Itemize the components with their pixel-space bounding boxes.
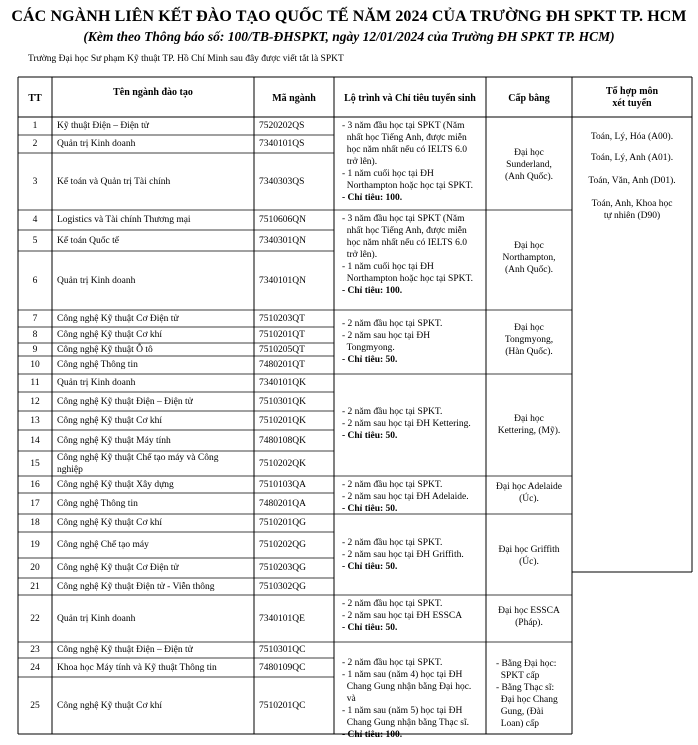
route-line: Tongmyong. [342, 343, 395, 353]
program-name: Công nghệ Kỹ thuật Cơ khí [57, 700, 163, 711]
route-line: Northampton hoặc học tại SPKT. [342, 274, 473, 284]
program-code: 7480108QK [259, 435, 306, 446]
program-name: Công nghệ Kỹ thuật Ô tô [57, 344, 153, 355]
subject-combination-line: Toán, Anh, Khoa học [591, 199, 673, 209]
route-line: và [342, 694, 356, 704]
row-number: 13 [30, 415, 40, 426]
program-name-line: nghiệp [57, 464, 83, 475]
degree-line: Đại học [514, 323, 544, 333]
row-number: 9 [32, 344, 38, 355]
degree-line: Gung, (Đài [496, 707, 544, 717]
route-description [342, 406, 471, 442]
header-program: Tên ngành đào tạo [113, 87, 193, 98]
route-line: Northampton hoặc học tại SPKT. [342, 181, 473, 191]
program-name: Khoa học Máy tính và Kỹ thuật Thông tin [57, 662, 217, 673]
degree-line: Đại học Chang [496, 695, 558, 705]
route-line: - Chỉ tiêu: 50. [342, 504, 398, 514]
route-description [342, 479, 469, 515]
route-description [342, 537, 464, 573]
row-number: 14 [30, 435, 40, 446]
route-line: - 2 năm sau học tại ĐH ESSCA [342, 611, 463, 621]
header-combo-line1: Tổ hợp môn [605, 86, 659, 97]
row-number: 20 [30, 563, 40, 573]
abbreviation-note: Trường Đại học Sư phạm Kỹ thuật TP. Hồ Chí Minh sau đây được viết tắt là SPKT [28, 54, 344, 64]
program-name-line: Công nghệ Kỹ thuật Chế tạo máy và Công [57, 452, 219, 463]
document-subtitle: (Kèm theo Thông báo số: 100/TB-ĐHSPKT, ngày 12/01/2024 của Trường ĐH SPKT TP. HCM) [83, 29, 615, 44]
program-code: 7340101QE [259, 613, 305, 624]
row-number: 23 [30, 645, 40, 655]
program-name: Công nghệ Kỹ thuật Điện tử - Viễn thông [57, 581, 215, 592]
route-line: Chang Gung nhận bằng Thạc sĩ. [342, 718, 469, 728]
route-line: - 2 năm đầu học tại SPKT. [342, 480, 443, 490]
subject-combination [572, 131, 692, 143]
program-name: Công nghệ Kỹ thuật Điện – Điện tử [57, 396, 193, 407]
row-number: 22 [30, 613, 40, 624]
degree-line: Kettering, (Mỹ). [497, 426, 561, 436]
route-line: - 2 năm đầu học tại SPKT. [342, 407, 443, 417]
route-line: - Chỉ tiêu: 100. [342, 193, 403, 203]
degree-issuer [486, 605, 572, 629]
route-line: - 1 năm sau (năm 4) học tại ĐH [342, 670, 463, 680]
subject-combination [572, 152, 692, 164]
row-number: 7 [32, 313, 38, 324]
row-number: 5 [32, 235, 38, 246]
program-name: Kế toán và Quản trị Tài chính [57, 176, 171, 187]
degree-line: (Úc). [519, 557, 539, 567]
program-code: 7510201QG [259, 518, 306, 528]
route-description [342, 213, 473, 297]
header-combo-line2: xét tuyển [612, 98, 652, 109]
row-number: 24 [30, 662, 40, 673]
route-line: - 2 năm đầu học tại SPKT. [342, 658, 443, 668]
route-line: - 1 năm cuối học tại ĐH [342, 262, 434, 272]
route-line: - 2 năm sau học tại ĐH [342, 331, 431, 341]
program-code: 7480201QT [259, 360, 305, 370]
program-code: 7510201QT [259, 330, 305, 340]
route-line: - 2 năm đầu học tại SPKT. [342, 599, 443, 609]
route-line: học năm nhất nếu có IELTS 6.0 [342, 238, 467, 248]
route-line: - 2 năm đầu học tại SPKT. [342, 538, 443, 548]
route-line: - 1 năm cuối học tại ĐH [342, 169, 434, 179]
route-line: - Chỉ tiêu: 100. [342, 286, 403, 296]
program-code: 7510201QC [259, 700, 306, 711]
program-name: Quản trị Kinh doanh [57, 139, 136, 149]
row-number: 3 [32, 176, 38, 187]
program-name: Công nghệ Thông tin [57, 498, 138, 509]
degree-line: - Bằng Thạc sĩ: [496, 683, 555, 693]
program-name: Công nghệ Kỹ thuật Cơ Điện tử [57, 563, 179, 573]
program-name: Quản trị Kinh doanh [57, 613, 136, 624]
subject-combination [572, 198, 692, 222]
document-title: CÁC NGÀNH LIÊN KẾT ĐÀO TẠO QUỐC TẾ NĂM 2024 CỦA TRƯỜNG ĐH SPKT TP. HCM [11, 8, 687, 25]
program-name: Công nghệ Chế tạo máy [57, 540, 149, 550]
route-line: - 2 năm đầu học tại SPKT. [342, 319, 443, 329]
program-code: 7480201QA [259, 498, 306, 509]
program-name: Kỹ thuật Điện – Điện tử [57, 121, 149, 131]
subject-combination-line: Toán, Văn, Anh (D01). [588, 176, 676, 186]
route-line: Chang Gung nhận bằng Đại học. [342, 682, 472, 692]
program-code: 7340303QS [259, 176, 305, 187]
program-code: 7510205QT [259, 344, 305, 355]
route-line: - 1 năm sau (năm 5) học tại ĐH [342, 706, 463, 716]
route-line: học năm nhất nếu có IELTS 6.0 [342, 145, 467, 155]
program-code: 7340301QN [259, 235, 306, 246]
degree-line: Đại học [514, 414, 544, 424]
route-line: - Chỉ tiêu: 50. [342, 355, 398, 365]
row-number: 10 [30, 360, 40, 370]
program-name: Công nghệ Kỹ thuật Điện – Điện tử [57, 645, 193, 655]
program-name: Công nghệ Kỹ thuật Cơ Điện tử [57, 313, 179, 324]
subject-combination-line: Toán, Lý, Hóa (A00). [590, 132, 674, 142]
degree-issuer [486, 544, 572, 568]
route-description [342, 598, 462, 634]
program-code: 7510202QK [259, 458, 306, 469]
degree-line: (Pháp). [515, 618, 543, 628]
subject-combination [572, 175, 692, 187]
row-number: 6 [32, 275, 38, 286]
program-code: 7510201QK [259, 415, 306, 426]
program-code: 7520202QS [259, 121, 305, 131]
header-route: Lộ trình và Chỉ tiêu tuyển sinh [344, 93, 476, 104]
degree-issuer [486, 481, 572, 505]
degree-line: Sunderland, [506, 160, 552, 170]
degree-line: (Anh Quốc). [504, 265, 553, 275]
program-code: 7340101QN [259, 275, 306, 286]
program-code: 7340101QS [259, 139, 305, 149]
degree-line: Đại học Griffith [498, 545, 560, 555]
degree-line: (Hàn Quốc). [505, 347, 553, 357]
row-number: 1 [32, 121, 38, 131]
program-code: 7510103QA [259, 479, 306, 490]
degree-issuer [486, 413, 572, 437]
header-code: Mã ngành [272, 93, 316, 104]
program-name: Công nghệ Kỹ thuật Máy tính [57, 435, 171, 446]
row-number: 16 [30, 479, 40, 490]
program-name: Quản trị Kinh doanh [57, 275, 136, 286]
program-name: Công nghệ Kỹ thuật Cơ khí [57, 415, 163, 426]
program-name: Công nghệ Thông tin [57, 360, 138, 370]
route-line: - 3 năm đầu học tại SPKT (Năm [342, 121, 465, 131]
route-line: - 2 năm sau học tại ĐH Adelaide. [342, 492, 469, 502]
program-name: Quản trị Kinh doanh [57, 378, 136, 388]
program-name: Công nghệ Kỹ thuật Cơ khí [57, 330, 163, 340]
row-number: 11 [30, 378, 40, 388]
degree-line: (Úc). [519, 494, 539, 504]
row-number: 15 [30, 458, 40, 469]
degree-line: Đại học ESSCA [498, 606, 560, 616]
degree-line: Đại học [514, 241, 544, 251]
degree-line: Đại học Adelaide [496, 482, 562, 492]
program-name: Công nghệ Kỹ thuật Xây dựng [57, 479, 174, 490]
header-degree: Cấp bằng [508, 93, 550, 104]
subject-combination-line: tự nhiên (D90) [603, 211, 661, 221]
program-code: 7510203QT [259, 313, 305, 324]
route-line: - 3 năm đầu học tại SPKT (Năm [342, 214, 465, 224]
header-tt: TT [28, 93, 42, 104]
route-line: nhất học Tiếng Anh, được miễn [342, 226, 467, 236]
route-line: - 2 năm sau học tại ĐH Griffith. [342, 550, 464, 560]
route-line: - Chỉ tiêu: 50. [342, 623, 398, 633]
route-line: trở lên). [342, 250, 378, 260]
row-number: 21 [30, 581, 40, 592]
program-name: Logistics và Tài chính Thương mại [57, 215, 191, 225]
degree-issuer [486, 322, 572, 358]
route-line: - Chỉ tiêu: 50. [342, 562, 398, 572]
route-line: - 2 năm sau học tại ĐH Kettering. [342, 419, 471, 429]
row-number: 4 [32, 215, 38, 225]
route-line: nhất học Tiếng Anh, được miễn [342, 133, 467, 143]
route-description [342, 318, 442, 366]
route-line: - Chỉ tiêu: 50. [342, 431, 398, 441]
degree-line: (Anh Quốc). [504, 172, 553, 182]
degree-line: Tongmyong, [504, 335, 554, 345]
program-code: 7510203QG [259, 563, 306, 573]
route-line: trở lên). [342, 157, 378, 167]
program-code: 7340101QK [259, 378, 306, 388]
degree-line: SPKT cấp [496, 671, 540, 681]
row-number: 12 [30, 396, 40, 407]
subject-combination-line: Toán, Lý, Anh (A01). [590, 153, 674, 163]
row-number: 8 [32, 330, 38, 340]
route-description [342, 657, 471, 741]
program-code: 7510302QG [259, 581, 306, 592]
degree-line: Northampton, [502, 253, 556, 263]
degree-issuer [486, 240, 572, 276]
row-number: 17 [30, 498, 40, 509]
route-description [342, 120, 473, 204]
row-number: 19 [30, 540, 40, 550]
program-code: 7510301QK [259, 396, 306, 407]
degree-issuer [496, 658, 572, 730]
program-code: 7510301QC [259, 645, 306, 655]
program-name: Công nghệ Kỹ thuật Cơ khí [57, 518, 163, 528]
program-name: Kế toán Quốc tế [57, 235, 119, 246]
program-code: 7510202QG [259, 540, 306, 550]
program-code: 7510606QN [259, 215, 306, 225]
row-number: 18 [30, 518, 40, 528]
degree-line: - Bằng Đại học: [496, 659, 557, 669]
row-number: 2 [32, 139, 38, 149]
degree-line: Đại học [514, 148, 544, 158]
degree-line: Loan) cấp [496, 719, 539, 729]
header-combo [572, 86, 692, 110]
row-number: 25 [30, 700, 40, 711]
degree-issuer [486, 147, 572, 183]
route-line: - Chỉ tiêu: 100. [342, 730, 403, 740]
program-code: 7480109QC [259, 662, 306, 673]
